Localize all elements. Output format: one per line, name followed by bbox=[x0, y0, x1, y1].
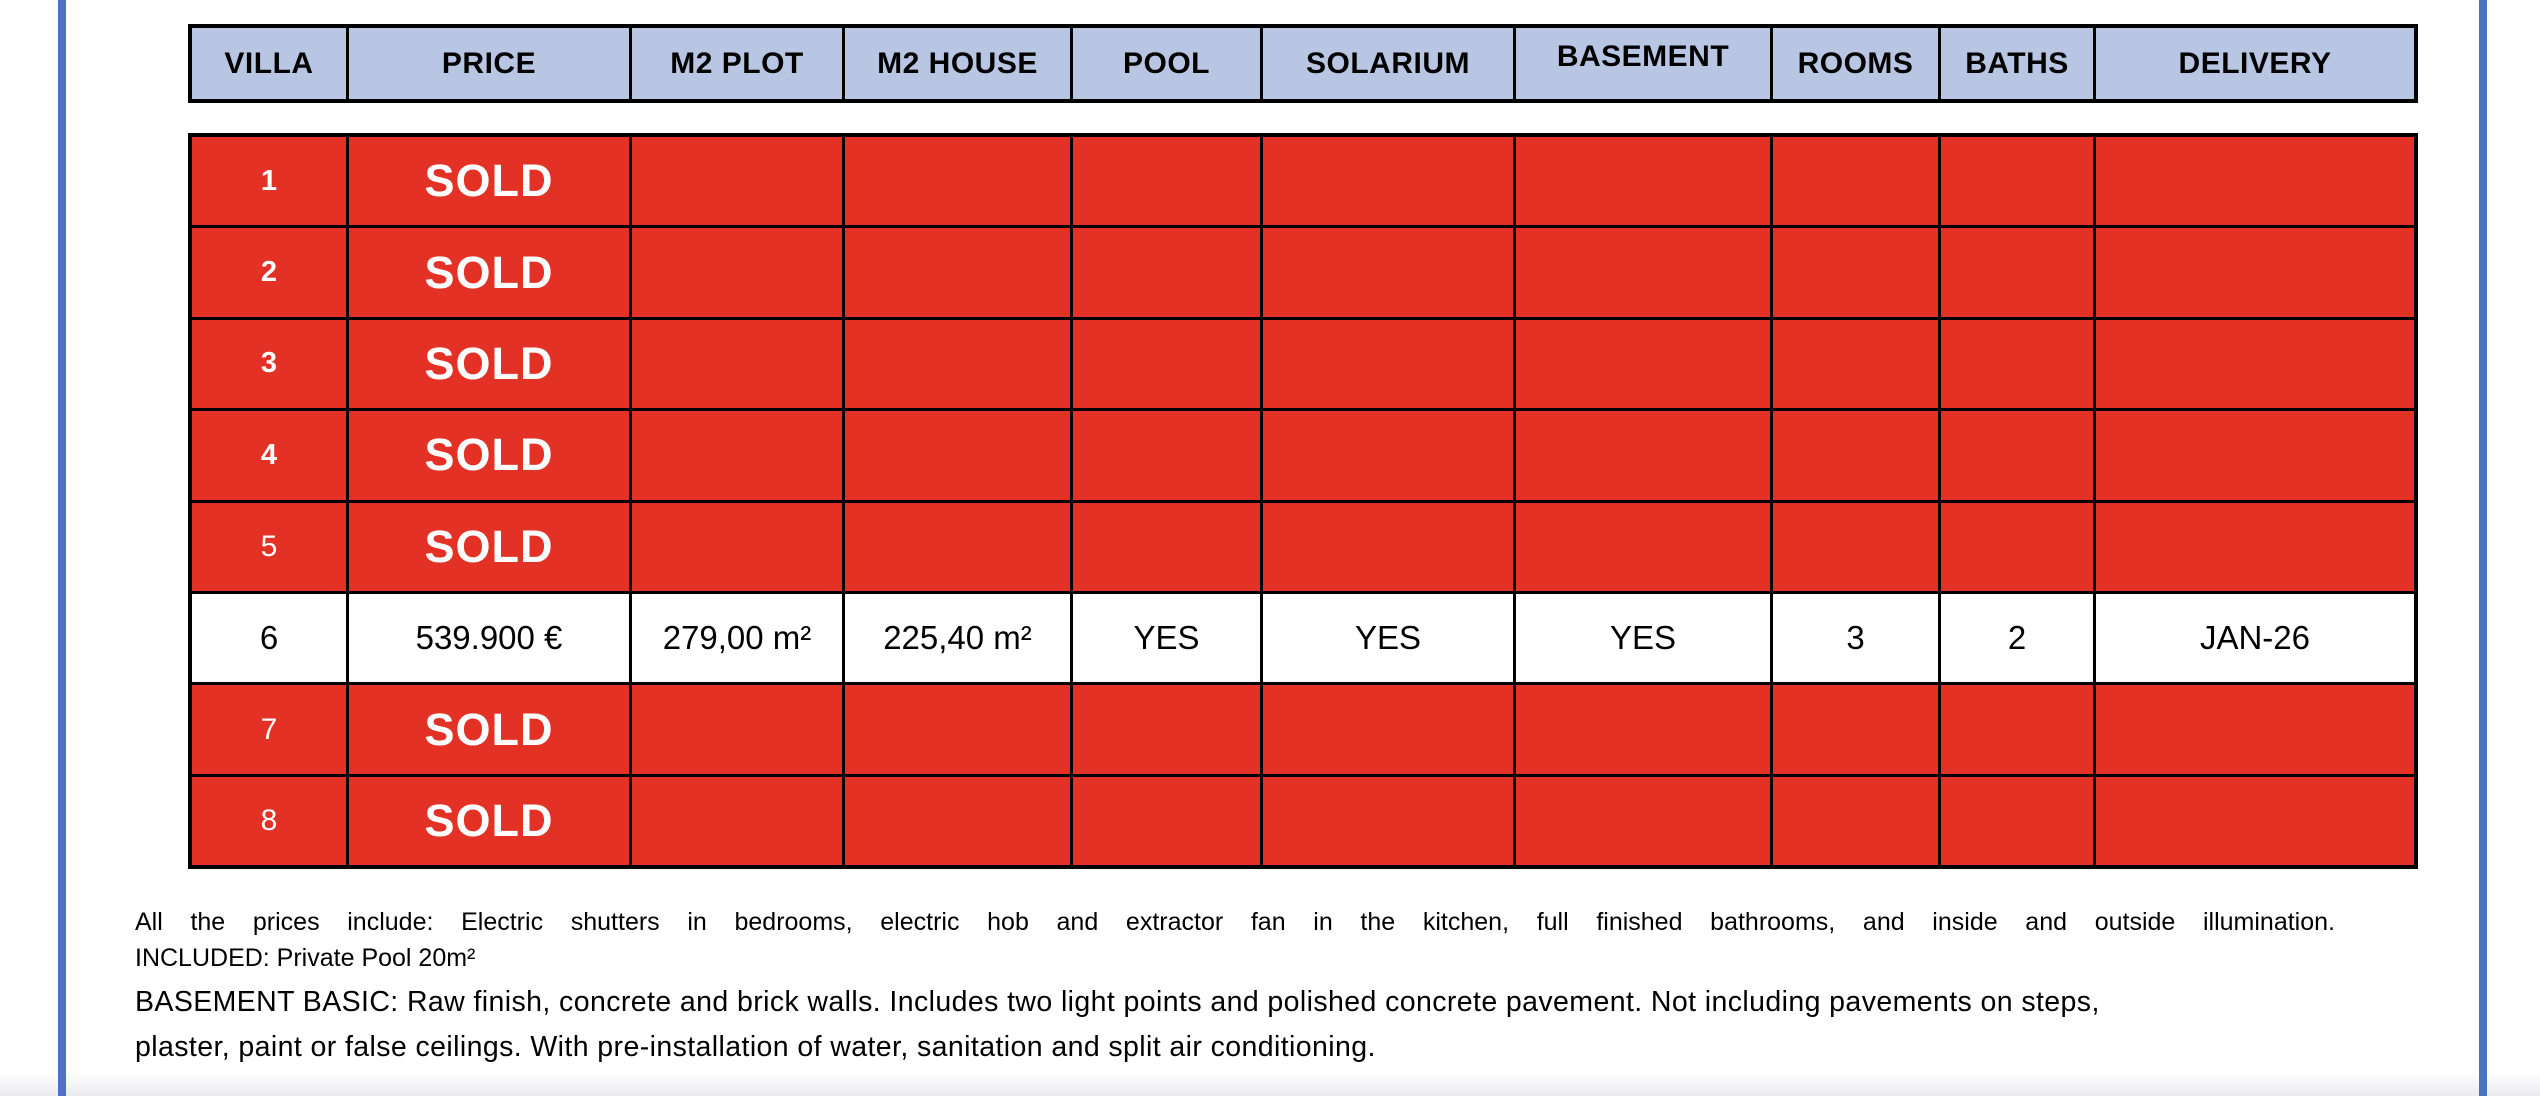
price-cell: SOLD bbox=[349, 228, 629, 316]
m2-plot-cell bbox=[632, 777, 842, 865]
solarium-cell bbox=[1263, 503, 1513, 591]
m2-house-cell bbox=[845, 685, 1070, 773]
pool-cell bbox=[1073, 777, 1260, 865]
rooms-cell bbox=[1773, 228, 1938, 316]
m2-plot-cell bbox=[632, 503, 842, 591]
delivery-cell bbox=[2096, 137, 2414, 225]
rooms-cell bbox=[1773, 777, 1938, 865]
price-cell: SOLD bbox=[349, 777, 629, 865]
pool-cell bbox=[1073, 411, 1260, 499]
header-cell-m2-plot bbox=[632, 28, 842, 99]
header-cell-price bbox=[349, 28, 629, 99]
delivery-cell bbox=[2096, 320, 2414, 408]
pool-cell bbox=[1073, 137, 1260, 225]
header-label: DELIVERY bbox=[2178, 46, 2332, 80]
m2-plot-cell bbox=[632, 411, 842, 499]
baths-cell: 2 bbox=[1941, 594, 2093, 682]
rooms-cell bbox=[1773, 411, 1938, 499]
villa-number-cell: 4 bbox=[192, 411, 346, 499]
header-cell-pool bbox=[1073, 28, 1260, 99]
villa-number-cell: 6 bbox=[192, 594, 346, 682]
baths-cell bbox=[1941, 777, 2093, 865]
page-border-right-line bbox=[2479, 0, 2487, 1096]
baths-cell bbox=[1941, 411, 2093, 499]
m2-plot-cell: 279,00 m² bbox=[632, 594, 842, 682]
m2-plot-cell bbox=[632, 228, 842, 316]
basement-cell bbox=[1516, 777, 1770, 865]
header-label: SOLARIUM bbox=[1306, 46, 1470, 80]
header-label: PRICE bbox=[441, 46, 537, 80]
header-label: POOL bbox=[1122, 46, 1210, 80]
header-cell-solarium bbox=[1263, 28, 1513, 99]
basement-cell bbox=[1516, 685, 1770, 773]
basement-cell bbox=[1516, 411, 1770, 499]
header-label: BASEMENT bbox=[1556, 39, 1730, 73]
basement-cell: YES bbox=[1516, 594, 1770, 682]
price-cell: 539.900 € bbox=[349, 594, 629, 682]
delivery-cell bbox=[2096, 411, 2414, 499]
header-label: M2 HOUSE bbox=[877, 46, 1038, 80]
basement-cell bbox=[1516, 137, 1770, 225]
header-label: M2 PLOT bbox=[670, 46, 804, 80]
villa-number-cell: 5 bbox=[192, 503, 346, 591]
villa-number-cell: 1 bbox=[192, 137, 346, 225]
villa-number-cell: 3 bbox=[192, 320, 346, 408]
solarium-cell: YES bbox=[1263, 594, 1513, 682]
header-cell-m2-house bbox=[845, 28, 1070, 99]
solarium-cell bbox=[1263, 411, 1513, 499]
rooms-cell bbox=[1773, 503, 1938, 591]
solarium-cell bbox=[1263, 777, 1513, 865]
pool-cell bbox=[1073, 228, 1260, 316]
rooms-cell bbox=[1773, 320, 1938, 408]
baths-cell bbox=[1941, 137, 2093, 225]
pool-cell: YES bbox=[1073, 594, 1260, 682]
delivery-cell bbox=[2096, 228, 2414, 316]
header-cell-rooms bbox=[1773, 28, 1938, 99]
basement-cell bbox=[1516, 503, 1770, 591]
m2-plot-cell bbox=[632, 320, 842, 408]
delivery-cell bbox=[2096, 777, 2414, 865]
baths-cell bbox=[1941, 503, 2093, 591]
rooms-cell: 3 bbox=[1773, 594, 1938, 682]
header-label: VILLA bbox=[224, 46, 314, 80]
price-cell: SOLD bbox=[349, 503, 629, 591]
baths-cell bbox=[1941, 228, 2093, 316]
price-table-body bbox=[188, 133, 2418, 869]
solarium-cell bbox=[1263, 228, 1513, 316]
header-label: ROOMS bbox=[1797, 46, 1914, 80]
delivery-cell bbox=[2096, 503, 2414, 591]
note-basement-basic-line1: BASEMENT BASIC: Raw finish, concrete and brick walls. Includes two light points and polished concrete pavement. Not including pavements on steps, bbox=[135, 986, 2100, 1018]
solarium-cell bbox=[1263, 320, 1513, 408]
price-cell: SOLD bbox=[349, 137, 629, 225]
note-basement-basic-line2: plaster, paint or false ceilings. With pre-installation of water, sanitation and split air conditioning. bbox=[135, 1031, 1376, 1063]
rooms-cell bbox=[1773, 137, 1938, 225]
m2-plot-cell bbox=[632, 685, 842, 773]
page-bottom-edge bbox=[0, 1072, 2540, 1096]
m2-house-cell bbox=[845, 228, 1070, 316]
delivery-cell: JAN-26 bbox=[2096, 594, 2414, 682]
m2-house-cell bbox=[845, 777, 1070, 865]
m2-plot-cell bbox=[632, 137, 842, 225]
header-label: BATHS bbox=[1965, 46, 2069, 80]
m2-house-cell bbox=[845, 503, 1070, 591]
price-table-header-row bbox=[188, 24, 2418, 103]
pool-cell bbox=[1073, 320, 1260, 408]
baths-cell bbox=[1941, 685, 2093, 773]
pool-cell bbox=[1073, 503, 1260, 591]
m2-house-cell bbox=[845, 137, 1070, 225]
basement-cell bbox=[1516, 320, 1770, 408]
delivery-cell bbox=[2096, 685, 2414, 773]
page-border-left-line bbox=[58, 0, 66, 1096]
villa-number-cell: 2 bbox=[192, 228, 346, 316]
header-cell-baths bbox=[1941, 28, 2093, 99]
price-cell: SOLD bbox=[349, 685, 629, 773]
header-cell-villa bbox=[192, 28, 346, 99]
villa-number-cell: 8 bbox=[192, 777, 346, 865]
solarium-cell bbox=[1263, 685, 1513, 773]
basement-cell bbox=[1516, 228, 1770, 316]
pool-cell bbox=[1073, 685, 1260, 773]
m2-house-cell bbox=[845, 411, 1070, 499]
header-cell-delivery bbox=[2096, 28, 2414, 99]
m2-house-cell: 225,40 m² bbox=[845, 594, 1070, 682]
solarium-cell bbox=[1263, 137, 1513, 225]
note-prices-include: All the prices include: Electric shutters in bedrooms, electric hob and extractor fan in the kitchen, full finished bathrooms, and inside and outside illumination. bbox=[135, 908, 2335, 936]
baths-cell bbox=[1941, 320, 2093, 408]
m2-house-cell bbox=[845, 320, 1070, 408]
villa-number-cell: 7 bbox=[192, 685, 346, 773]
price-cell: SOLD bbox=[349, 320, 629, 408]
rooms-cell bbox=[1773, 685, 1938, 773]
note-included-pool: INCLUDED: Private Pool 20m² bbox=[135, 944, 476, 972]
header-cell-basement bbox=[1516, 28, 1770, 99]
price-cell: SOLD bbox=[349, 411, 629, 499]
